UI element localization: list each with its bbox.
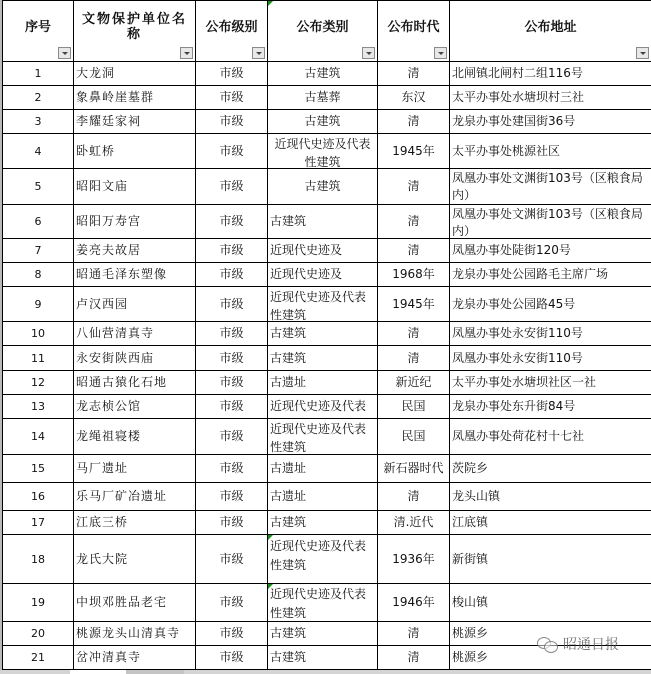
cell-address[interactable]: 新街镇 <box>450 535 651 584</box>
cell-name[interactable]: 八仙营清真寺 <box>74 322 196 346</box>
cell-category[interactable]: 近现代史迹及代表性建筑 <box>268 134 378 169</box>
cell-name[interactable]: 龙氏大院 <box>74 535 196 584</box>
cell-address[interactable]: 龙泉办事处公园路45号 <box>450 287 651 322</box>
cell-category[interactable]: 近现代史迹及 <box>268 239 378 263</box>
cell-era[interactable]: 1945年 <box>378 134 450 169</box>
cell-level[interactable]: 市级 <box>196 395 268 419</box>
cell-level[interactable]: 市级 <box>196 62 268 86</box>
cell-address[interactable]: 北闸镇北闸村二组116号 <box>450 62 651 86</box>
table-row <box>3 287 651 322</box>
cell-address[interactable]: 龙泉办事处建国街36号 <box>450 110 651 134</box>
table-row <box>3 483 651 511</box>
table-row <box>3 535 651 584</box>
cell-level[interactable]: 市级 <box>196 239 268 263</box>
cell-era[interactable]: 1945年 <box>378 287 450 322</box>
cell-name[interactable]: 龙绳祖寝楼 <box>74 419 196 455</box>
cell-seq[interactable]: 12 <box>3 371 74 395</box>
header-era: 公布时代 <box>378 1 450 62</box>
cell-era[interactable]: 清 <box>378 239 450 263</box>
cell-name[interactable]: 中坝邓胜品老宅 <box>74 584 196 622</box>
cell-name[interactable]: 姜亮夫故居 <box>74 239 196 263</box>
cell-category[interactable]: 古建筑 <box>268 322 378 346</box>
cell-name[interactable]: 昭阳万寿宫 <box>74 205 196 239</box>
cell-category[interactable]: 近现代史迹及代表性建筑 <box>268 419 378 455</box>
cell-address[interactable]: 龙泉办事处东升街84号 <box>450 395 651 419</box>
cell-seq[interactable]: 19 <box>3 584 74 622</box>
cell-category[interactable]: 古建筑 <box>268 511 378 535</box>
cell-seq[interactable]: 17 <box>3 511 74 535</box>
table-row <box>3 86 651 110</box>
cell-era[interactable]: 新石器时代 <box>378 455 450 483</box>
table-row <box>3 511 651 535</box>
cell-category[interactable]: 古建筑 <box>268 346 378 371</box>
cell-address[interactable]: 桃源乡 <box>450 646 651 670</box>
header-category: 公布类别 <box>268 1 378 62</box>
cell-name[interactable]: 江底三桥 <box>74 511 196 535</box>
cell-address[interactable]: 太平办事处桃源社区 <box>450 134 651 169</box>
filter-dropdown-icon[interactable] <box>362 47 375 59</box>
cell-name[interactable]: 象鼻岭崖墓群 <box>74 86 196 110</box>
table-row <box>3 346 651 371</box>
cell-address[interactable]: 凤凰办事处文渊街103号（区粮食局内） <box>450 169 651 205</box>
cell-category[interactable]: 近现代史迹及代表性建筑 <box>268 535 378 584</box>
table-row <box>3 395 651 419</box>
cell-seq[interactable]: 20 <box>3 622 74 646</box>
cell-seq[interactable]: 5 <box>3 169 74 205</box>
cell-level[interactable]: 市级 <box>196 322 268 346</box>
cell-seq[interactable]: 16 <box>3 483 74 511</box>
cell-category[interactable]: 近现代史迹及代表 <box>268 395 378 419</box>
header-level: 公布级别 <box>196 1 268 62</box>
cell-category[interactable]: 古建筑 <box>268 62 378 86</box>
scrollbar-segment <box>70 670 126 674</box>
cell-name[interactable]: 昭通毛泽东塑像 <box>74 263 196 287</box>
cell-level[interactable]: 市级 <box>196 205 268 239</box>
cell-level[interactable]: 市级 <box>196 455 268 483</box>
cell-address[interactable]: 凤凰办事处永安街110号 <box>450 322 651 346</box>
cell-seq[interactable]: 11 <box>3 346 74 371</box>
cell-level[interactable]: 市级 <box>196 511 268 535</box>
cell-name[interactable]: 卧虹桥 <box>74 134 196 169</box>
cell-seq[interactable]: 2 <box>3 86 74 110</box>
cell-level[interactable]: 市级 <box>196 622 268 646</box>
cell-era[interactable]: 民国 <box>378 395 450 419</box>
cell-level[interactable]: 市级 <box>196 646 268 670</box>
table-row <box>3 205 651 239</box>
cell-category[interactable]: 古遗址 <box>268 371 378 395</box>
cell-address[interactable]: 凤凰办事处荷花村十七社 <box>450 419 651 455</box>
cell-category[interactable]: 古建筑 <box>268 622 378 646</box>
cell-name[interactable]: 桃源龙头山清真寺 <box>74 622 196 646</box>
table-row <box>3 584 651 622</box>
cell-category[interactable]: 古建筑 <box>268 646 378 670</box>
cell-era[interactable]: 清 <box>378 322 450 346</box>
cell-level[interactable]: 市级 <box>196 483 268 511</box>
cell-seq[interactable]: 8 <box>3 263 74 287</box>
cell-name[interactable]: 昭阳文庙 <box>74 169 196 205</box>
cell-name[interactable]: 卢汉西园 <box>74 287 196 322</box>
cell-category[interactable]: 古建筑 <box>268 110 378 134</box>
cell-era[interactable]: 1946年 <box>378 584 450 622</box>
cell-level[interactable]: 市级 <box>196 134 268 169</box>
cell-name[interactable]: 岔冲清真寺 <box>74 646 196 670</box>
cell-level[interactable]: 市级 <box>196 287 268 322</box>
cell-level[interactable]: 市级 <box>196 535 268 584</box>
cell-era[interactable]: 民国 <box>378 419 450 455</box>
table-row <box>3 110 651 134</box>
cell-category[interactable]: 古墓葬 <box>268 86 378 110</box>
table-row <box>3 371 651 395</box>
cell-name[interactable]: 永安街陕西庙 <box>74 346 196 371</box>
cell-seq[interactable]: 14 <box>3 419 74 455</box>
cell-level[interactable]: 市级 <box>196 263 268 287</box>
table-row <box>3 419 651 455</box>
cell-level[interactable]: 市级 <box>196 346 268 371</box>
cell-name[interactable]: 昭通古猿化石地 <box>74 371 196 395</box>
cell-category[interactable]: 古遗址 <box>268 455 378 483</box>
cell-category[interactable]: 近现代史迹及 <box>268 263 378 287</box>
cell-category[interactable]: 古建筑 <box>268 169 378 205</box>
horizontal-scrollbar[interactable] <box>0 670 651 674</box>
header-seq: 序号 <box>3 1 74 62</box>
cell-level[interactable]: 市级 <box>196 110 268 134</box>
cell-seq[interactable]: 9 <box>3 287 74 322</box>
cell-address[interactable]: 太平办事处水塘坝村三社 <box>450 86 651 110</box>
cell-level[interactable]: 市级 <box>196 169 268 205</box>
cell-seq[interactable]: 6 <box>3 205 74 239</box>
filter-dropdown-icon[interactable] <box>252 47 265 59</box>
cell-seq[interactable]: 15 <box>3 455 74 483</box>
table-row <box>3 134 651 169</box>
cell-address[interactable]: 凤凰办事处永安街110号 <box>450 346 651 371</box>
cell-address[interactable]: 凤凰办事处文渊街103号（区粮食局内） <box>450 205 651 239</box>
scrollbar-thumb[interactable] <box>126 670 184 674</box>
cell-era[interactable]: 东汉 <box>378 86 450 110</box>
cell-seq[interactable]: 10 <box>3 322 74 346</box>
cell-era[interactable]: 1936年 <box>378 535 450 584</box>
cell-era[interactable]: 新近纪 <box>378 371 450 395</box>
cell-era[interactable]: 清 <box>378 646 450 670</box>
cell-level[interactable]: 市级 <box>196 371 268 395</box>
cell-name[interactable]: 李耀廷家祠 <box>74 110 196 134</box>
header-address: 公布地址 <box>450 1 651 62</box>
cell-level[interactable]: 市级 <box>196 86 268 110</box>
cell-seq[interactable]: 3 <box>3 110 74 134</box>
cell-era[interactable]: 清.近代 <box>378 511 450 535</box>
table-row <box>3 239 651 263</box>
table-row <box>3 455 651 483</box>
table-row <box>3 263 651 287</box>
cell-address[interactable]: 太平办事处水塘坝社区一社 <box>450 371 651 395</box>
filter-dropdown-icon[interactable] <box>180 47 193 59</box>
cell-era[interactable]: 1968年 <box>378 263 450 287</box>
cell-level[interactable]: 市级 <box>196 419 268 455</box>
cell-address[interactable]: 江底镇 <box>450 511 651 535</box>
cell-address[interactable]: 龙泉办事处公园路毛主席广场 <box>450 263 651 287</box>
cell-category[interactable]: 近现代史迹及代表性建筑 <box>268 287 378 322</box>
cell-era[interactable]: 清 <box>378 62 450 86</box>
cell-category[interactable]: 古建筑 <box>268 205 378 239</box>
header-row <box>3 1 651 62</box>
cell-address[interactable]: 茨院乡 <box>450 455 651 483</box>
table-row <box>3 169 651 205</box>
filter-dropdown-icon[interactable] <box>58 47 71 59</box>
cell-seq[interactable]: 4 <box>3 134 74 169</box>
table-row <box>3 62 651 86</box>
cell-category[interactable]: 近现代史迹及代表性建筑 <box>268 584 378 622</box>
cell-address[interactable]: 桃源乡 <box>450 622 651 646</box>
cell-seq[interactable]: 13 <box>3 395 74 419</box>
cell-name[interactable]: 龙志桢公馆 <box>74 395 196 419</box>
table-row <box>3 322 651 346</box>
cell-address[interactable]: 龙头山镇 <box>450 483 651 511</box>
cell-name[interactable]: 乐马厂矿冶遗址 <box>74 483 196 511</box>
cell-era[interactable]: 清 <box>378 622 450 646</box>
cell-seq[interactable]: 7 <box>3 239 74 263</box>
cell-seq[interactable]: 18 <box>3 535 74 584</box>
cell-era[interactable]: 清 <box>378 110 450 134</box>
cell-era[interactable]: 清 <box>378 169 450 205</box>
watermark-text: 昭通日报 <box>563 637 619 653</box>
cell-address[interactable]: 凤凰办事处陡街120号 <box>450 239 651 263</box>
filter-dropdown-icon[interactable] <box>636 47 649 59</box>
heritage-sites-table <box>2 0 651 670</box>
cell-seq[interactable]: 1 <box>3 62 74 86</box>
cell-name[interactable]: 马厂遗址 <box>74 455 196 483</box>
cell-address[interactable]: 梭山镇 <box>450 584 651 622</box>
cell-category[interactable]: 古遗址 <box>268 483 378 511</box>
cell-seq[interactable]: 21 <box>3 646 74 670</box>
table-row <box>3 622 651 646</box>
cell-era[interactable]: 清 <box>378 346 450 371</box>
cell-era[interactable]: 清 <box>378 205 450 239</box>
cell-era[interactable]: 清 <box>378 483 450 511</box>
filter-dropdown-icon[interactable] <box>434 47 447 59</box>
header-name: 文物保护单位名称 <box>74 1 196 62</box>
cell-level[interactable]: 市级 <box>196 584 268 622</box>
cell-name[interactable]: 大龙洞 <box>74 62 196 86</box>
table-row <box>3 646 651 670</box>
